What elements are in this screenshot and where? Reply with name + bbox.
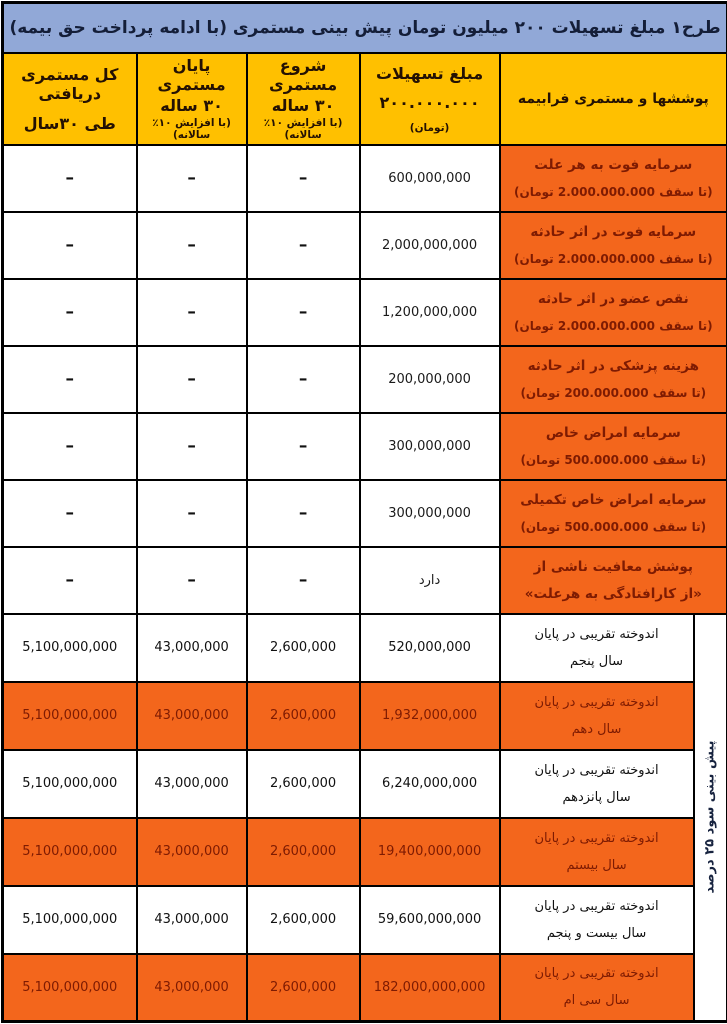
savings-amount: 182,000,000,000 — [360, 954, 500, 1022]
coverage-cap: (تا سقف 200.000.000 تومان) — [520, 385, 707, 400]
savings-title: اندوخته تقریبی در پایان — [534, 626, 659, 642]
empty-cell: – — [247, 279, 360, 346]
benefits-table — [1, 1, 727, 1023]
coverage-amount: 1,200,000,000 — [360, 279, 500, 346]
empty-cell: – — [137, 547, 247, 614]
annuity-end-value: 43,000,000 — [137, 818, 247, 886]
empty-cell: – — [3, 413, 137, 480]
savings-amount: 19,400,000,000 — [360, 818, 500, 886]
header-total-line1: کل مستمری دریافتی — [21, 64, 119, 103]
table-row — [3, 145, 727, 212]
savings-label-cell — [500, 954, 694, 1022]
coverage-amount: 300,000,000 — [360, 413, 500, 480]
empty-cell: – — [137, 279, 247, 346]
coverage-amount: دارد — [360, 547, 500, 614]
coverage-title: نقص عضو در اثر حادثه — [537, 291, 689, 308]
table-row — [3, 547, 727, 614]
annuity-total-value: 5,100,000,000 — [3, 818, 137, 886]
coverage-cap: (تا سقف 500.000.000 تومان) — [520, 519, 707, 534]
annuity-total-value: 5,100,000,000 — [3, 682, 137, 750]
coverage-cap: (تا سقف 2.000.000.000 تومان) — [513, 184, 713, 199]
coverage-label-cell — [500, 212, 727, 279]
savings-year: سال بیست و پنجم — [546, 925, 647, 941]
header-loan-line1: مبلغ تسهیلات — [376, 63, 484, 83]
annuity-end-value: 43,000,000 — [137, 682, 247, 750]
savings-year: سال دهم — [571, 721, 622, 737]
header-annuity-start — [247, 53, 360, 145]
header-start-line1: شروع مستمری — [269, 55, 338, 94]
table-row — [3, 346, 727, 413]
profit-forecast-label: پیش بینی سود ۲۵ درصد — [702, 740, 718, 894]
empty-cell: – — [247, 346, 360, 413]
coverage-amount: 600,000,000 — [360, 145, 500, 212]
savings-title: اندوخته تقریبی در پایان — [534, 898, 659, 914]
header-coverages — [500, 53, 727, 145]
savings-title: اندوخته تقریبی در پایان — [534, 762, 659, 778]
empty-cell: – — [247, 145, 360, 212]
annuity-end-value: 43,000,000 — [137, 614, 247, 682]
table-row — [3, 886, 727, 954]
coverage-amount: 2,000,000,000 — [360, 212, 500, 279]
coverage-amount: 300,000,000 — [360, 480, 500, 547]
empty-cell: – — [137, 212, 247, 279]
coverage-title: سرمایه امراض خاص — [545, 425, 681, 442]
savings-label-cell — [500, 750, 694, 818]
empty-cell: – — [247, 212, 360, 279]
empty-cell: – — [137, 413, 247, 480]
annuity-start-value: 2,600,000 — [247, 886, 360, 954]
coverage-title: سرمایه فوت به هر علت — [534, 157, 693, 174]
empty-cell: – — [3, 145, 137, 212]
savings-title: اندوخته تقریبی در پایان — [534, 830, 659, 846]
annuity-start-value: 2,600,000 — [247, 682, 360, 750]
coverage-title: سرمایه فوت در اثر حادثه — [530, 224, 697, 241]
empty-cell: – — [3, 279, 137, 346]
empty-cell: – — [137, 480, 247, 547]
header-start-line3: (با افزایش ۱۰٪ سالانه) — [263, 117, 343, 142]
annuity-end-value: 43,000,000 — [137, 886, 247, 954]
coverage-label-cell — [500, 480, 727, 547]
annuity-end-value: 43,000,000 — [137, 954, 247, 1022]
empty-cell: – — [3, 547, 137, 614]
header-total-line2: طی ۳۰سال — [23, 113, 116, 133]
profit-forecast-strip — [694, 614, 727, 1022]
savings-year: سال سی ام — [563, 993, 630, 1009]
savings-label-cell — [500, 682, 694, 750]
annuity-start-value: 2,600,000 — [247, 750, 360, 818]
savings-year: سال پنجم — [570, 653, 624, 669]
table-title: طرح۱ مبلغ تسهیلات ۲۰۰ میلیون تومان پیش بینی مستمری (با ادامه پرداخت حق بیمه) — [3, 3, 727, 53]
annuity-total-value: 5,100,000,000 — [3, 750, 137, 818]
annuity-start-value: 2,600,000 — [247, 818, 360, 886]
header-end-line3: (با افزایش ۱۰٪ سالانه) — [152, 117, 231, 142]
coverage-amount: 200,000,000 — [360, 346, 500, 413]
savings-title: اندوخته تقریبی در پایان — [534, 966, 659, 982]
empty-cell: – — [3, 346, 137, 413]
empty-cell: – — [3, 480, 137, 547]
header-annuity-end — [137, 53, 247, 145]
header-start-line2: ۳۰ ساله — [271, 96, 335, 115]
table-row — [3, 750, 727, 818]
coverage-cap: (تا سقف 500.000.000 تومان) — [520, 452, 707, 467]
savings-year: سال پانزدهم — [562, 789, 631, 805]
savings-title: اندوخته تقریبی در پایان — [534, 694, 659, 710]
coverage-label-cell — [500, 346, 727, 413]
table-row — [3, 413, 727, 480]
table-row — [3, 682, 727, 750]
table-row — [3, 818, 727, 886]
empty-cell: – — [247, 547, 360, 614]
annuity-start-value: 2,600,000 — [247, 614, 360, 682]
annuity-end-value: 43,000,000 — [137, 750, 247, 818]
header-end-line1: پایان مستمری — [157, 55, 226, 94]
annuity-total-value: 5,100,000,000 — [3, 886, 137, 954]
header-annuity-total — [3, 53, 137, 145]
annuity-total-value: 5,100,000,000 — [3, 954, 137, 1022]
header-loan-line2: ۲۰۰.۰۰۰.۰۰۰ — [379, 92, 480, 112]
savings-amount: 520,000,000 — [360, 614, 500, 682]
table-row — [3, 614, 727, 682]
savings-amount: 6,240,000,000 — [360, 750, 500, 818]
header-loan-line3: (تومان) — [409, 121, 450, 134]
table-row — [3, 279, 727, 346]
empty-cell: – — [247, 413, 360, 480]
coverage-title: هزینه پزشکی در اثر حادثه — [527, 358, 699, 375]
coverage-cap: (تا سقف 2.000.000.000 تومان) — [513, 318, 713, 333]
coverage-cap: «از کارافتادگی به هرعلت» — [524, 585, 702, 602]
empty-cell: – — [137, 145, 247, 212]
table-row — [3, 954, 727, 1022]
header-coverages-label: پوششها و مستمری فرابیمه — [517, 90, 709, 107]
savings-label-cell — [500, 886, 694, 954]
coverage-label-cell — [500, 547, 727, 614]
savings-year: سال بیستم — [566, 857, 627, 873]
coverage-label-cell — [500, 279, 727, 346]
savings-amount: 1,932,000,000 — [360, 682, 500, 750]
header-end-line2: ۳۰ ساله — [160, 96, 223, 115]
header-loan-amount — [360, 53, 500, 145]
table-row — [3, 480, 727, 547]
empty-cell: – — [3, 212, 137, 279]
annuity-start-value: 2,600,000 — [247, 954, 360, 1022]
empty-cell: – — [137, 346, 247, 413]
coverage-label-cell — [500, 145, 727, 212]
coverage-label-cell — [500, 413, 727, 480]
annuity-total-value: 5,100,000,000 — [3, 614, 137, 682]
table-row — [3, 212, 727, 279]
coverage-title: پوشش معافیت ناشی از — [533, 558, 693, 575]
savings-label-cell — [500, 818, 694, 886]
coverage-title: سرمایه امراض خاص تکمیلی — [520, 492, 707, 509]
empty-cell: – — [247, 480, 360, 547]
savings-label-cell — [500, 614, 694, 682]
savings-amount: 59,600,000,000 — [360, 886, 500, 954]
coverage-cap: (تا سقف 2.000.000.000 تومان) — [513, 251, 713, 266]
